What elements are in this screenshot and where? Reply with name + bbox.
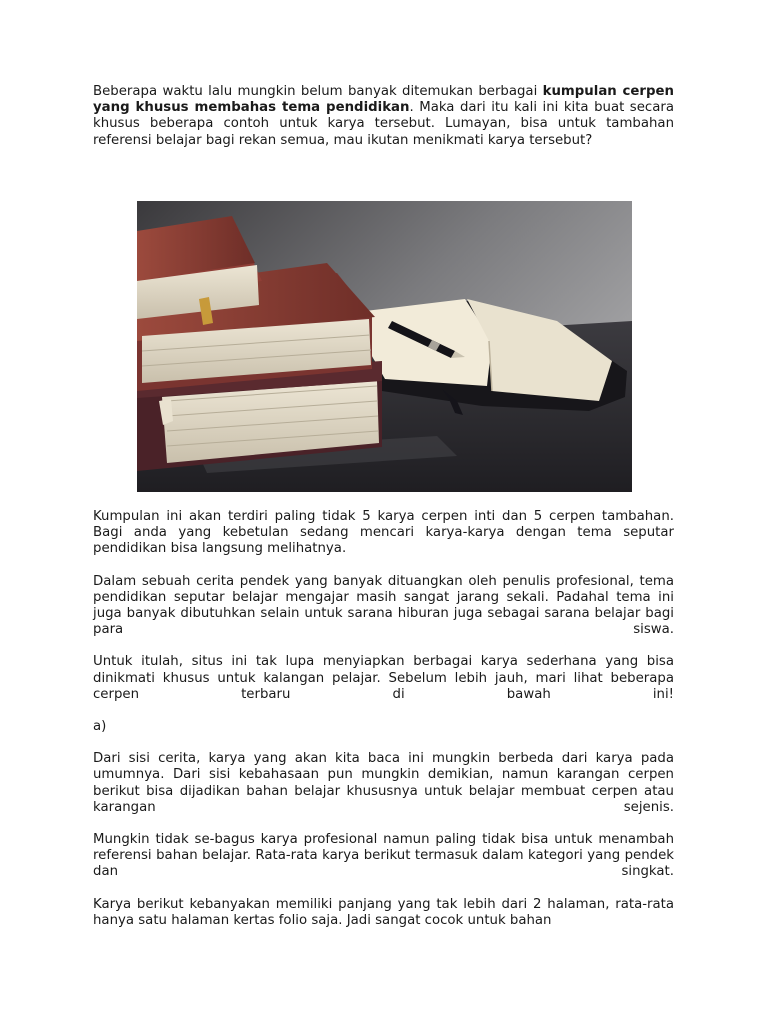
paragraph-4: Dari sisi cerita, karya yang akan kita baca ini mungkin berbeda dari karya pada umumnya. Dari sisi kebahasaan pun mungkin demikian, namun karangan cerpen berikut bisa dijadikan bahan belajar khususnya untuk belajar membuat cerpen atau karangan sejenis.: [93, 751, 674, 815]
intro-paragraph-block: [93, 84, 674, 149]
books-illustration: [137, 201, 632, 492]
intro-text-end: . Maka dari itu kali ini kita buat secara khusus beberapa contoh untuk karya tersebut. Lumayan, bisa untuk tambahan referensi belajar bagi rekan semua, mau ikutan menikmati karya tersebut?: [93, 100, 674, 148]
paragraph-2: Dalam sebuah cerita pendek yang banyak dituangkan oleh penulis profesional, tema pendidikan seputar belajar mengajar masih sangat jarang sekali. Padahal tema ini juga banyak dibutuhkan selain untuk sarana hiburan juga sebagai sarana belajar bagi para siswa.: [93, 573, 674, 638]
intro-paragraph: [93, 84, 674, 149]
paragraph-6: Karya berikut kebanyakan memiliki panjang yang tak lebih dari 2 halaman, rata-rata hanya satu halaman kertas folio saja. Jadi sangat cocok untuk bahan: [93, 896, 674, 928]
paragraph-3: Untuk itulah, situs ini tak lupa menyiapkan berbagai karya sederhana yang bisa dinikmati khusus untuk kalangan pelajar. Sebelum lebih jauh, mari lihat beberapa cerpen terbaru di bawah ini!: [93, 654, 674, 702]
body-paragraphs: [93, 509, 674, 945]
paragraph-1: Kumpulan ini akan terdiri paling tidak 5 karya cerpen inti dan 5 cerpen tambahan. Bagi anda yang kebetulan sedang mencari karya-karya dengan tema seputar pendidikan bisa langsung melihatnya.: [93, 509, 674, 557]
intro-text-start: Beberapa waktu lalu mungkin belum banyak ditemukan berbagai: [93, 84, 543, 99]
intro-bold-phrase: kumpulan cerpen yang khusus membahas tema pendidikan: [93, 84, 674, 116]
list-marker-a: a): [93, 719, 107, 735]
paragraph-5: Mungkin tidak se-bagus karya profesional namun paling tidak bisa untuk menambah referensi bahan belajar. Rata-rata karya berikut termasuk dalam kategori yang pendek dan singkat.: [93, 832, 674, 880]
books-photo: [137, 201, 632, 492]
